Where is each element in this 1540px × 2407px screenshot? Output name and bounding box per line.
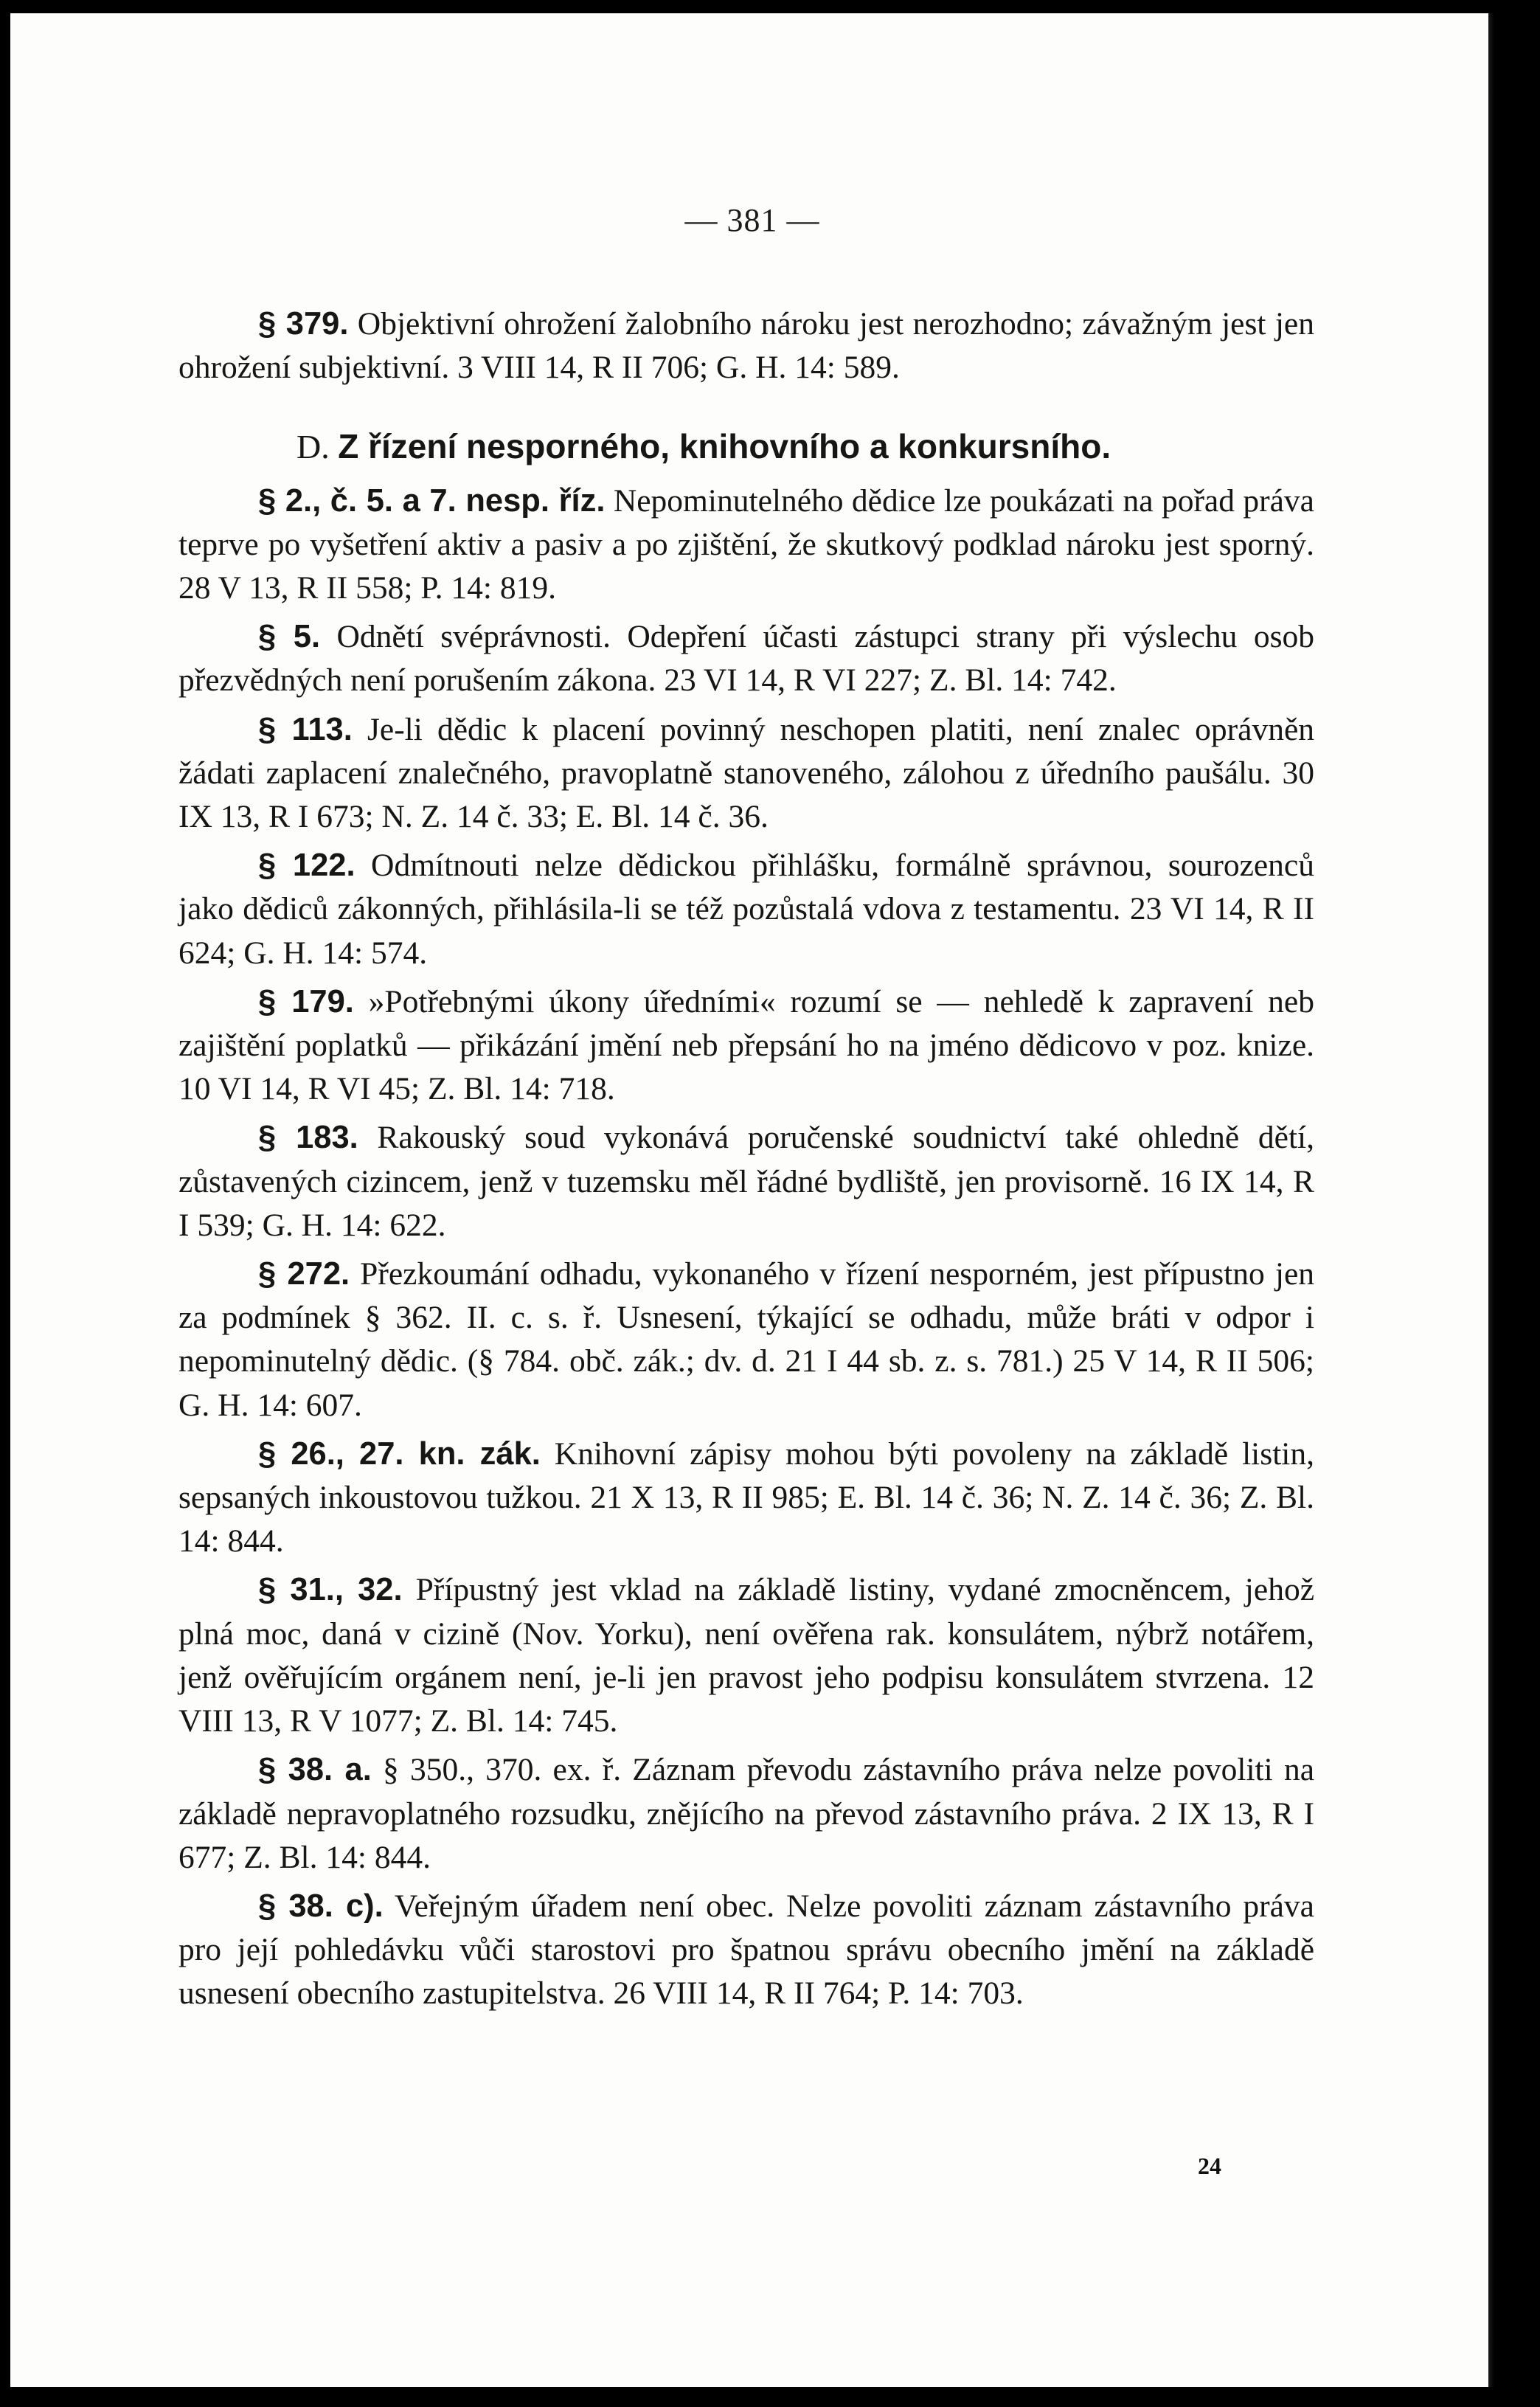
entry-31-32: [178, 1568, 1314, 1743]
entry-nesp-riz: [178, 479, 1314, 611]
page-number: — 381 —: [684, 202, 820, 238]
section-reference: § 183.: [258, 1120, 358, 1156]
entry-26-27: [178, 1433, 1314, 1564]
entry-183: [178, 1116, 1314, 1247]
section-reference: § 26., 27. kn. zák.: [258, 1435, 541, 1472]
section-reference: § 38. a.: [258, 1752, 372, 1788]
entry-text: Přípustný jest vklad na základě listiny, vydané zmocněncem, jehož plná moc, daná v cizině (Nov. Yorku), není ověřena rak. konsulátem, nýbrž notářem, jenž ověřujícím orgánem není, je-li jen pravost jeho podpisu konsulátem stvrzena. 12 VIII 13, R V 1077; Z. Bl. 14: 745.: [178, 1572, 1314, 1739]
section-reference: § 272.: [258, 1256, 350, 1292]
section-reference: § 379.: [258, 306, 349, 342]
entry-text: Rakouský soud vykonává poručenské soudnictví také ohledně dětí, zůstavených cizincem, jenž v tuzemsku měl řádné bydliště, jen provisorně. 16 IX 14, R I 539; G. H. 14: 622.: [178, 1120, 1314, 1243]
entry-38c: [178, 1885, 1314, 2016]
entry-text: »Potřebnými úkony úředními« rozumí se — nehledě k zapravení neb zajištění poplatků — přikázání jmění neb přepsání ho na jméno dědicovo v poz. knize. 10 VI 14, R VI 45; Z. Bl. 14: 718.: [178, 983, 1314, 1107]
entry-379: [178, 302, 1314, 389]
section-reference: § 179.: [258, 983, 354, 1019]
entry-text: Odnětí svéprávnosti. Odepření účasti zástupci strany při výslechu osob přezvědných není porušením zákona. 23 VI 14, R VI 227; Z. Bl. 14: 742.: [178, 619, 1315, 699]
entry-text: Knihovní zápisy mohou býti povoleny na základě listin, sepsaných inkoustovou tužkou. 21 X 13, R II 985; E. Bl. 14 č. 36; N. Z. 14 č. 36; Z. Bl. 14: 844.: [178, 1435, 1314, 1559]
entry-122: [178, 844, 1314, 975]
entry-179: [178, 980, 1314, 1112]
entry-5: [178, 615, 1314, 702]
section-reference: § 38. c).: [258, 1888, 384, 1924]
entry-text: Nepominutelného dědice lze poukázati na pořad práva teprve po vyšetření aktiv a pasiv a po zjištění, že skutkový podklad nároku jest sporný. 28 V 13, R II 558; P. 14: 819.: [178, 482, 1314, 606]
entry-38a: [178, 1748, 1314, 1880]
entry-text: § 350., 370. ex. ř. Záznam převodu zástavního práva nelze povoliti na základě nepravoplatného rozsudku, znějícího na převod zástavního práva. 2 IX 13, R I 677; Z. Bl. 14: 844.: [178, 1752, 1314, 1875]
entry-text: Veřejným úřadem není obec. Nelze povoliti záznam zástavního práva pro její pohledávku vůči starostovi pro špatnou správu obecního jmění na základě usnesení obecního zastupitelstva. 26 VIII 14, R II 764; P. 14: 703.: [178, 1888, 1314, 2012]
heading-prefix: D.: [296, 428, 339, 466]
entry-text: Objektivní ohrožení žalobního nároku jest nerozhodno; závažným jest jen ohrožení subjektivní. 3 VIII 14, R II 706; G. H. 14: 589.: [178, 306, 1314, 386]
section-reference: § 122.: [258, 848, 355, 884]
sheet-signature-number: 24: [1198, 2153, 1221, 2179]
entry-272: [178, 1253, 1314, 1427]
section-heading: [178, 425, 1314, 468]
entry-113: [178, 708, 1314, 839]
entry-text: Je-li dědic k placení povinný neschopen platiti, není znalec oprávněn žádati zaplacení znalečného, pravoplatně stanoveného, zálohou z úředního paušálu. 30 IX 13, R I 673; N. Z. 14 č. 33; E. Bl. 14 č. 36.: [178, 711, 1314, 835]
page-edge-shadow: [1488, 13, 1494, 2387]
book-page: [10, 13, 1494, 2387]
entry-text: Přezkoumání odhadu, vykonaného v řízení nesporném, jest přípustno jen za podmínek § 362. II. c. s. ř. Usnesení, týkající se odhadu, může bráti v odpor i nepominutelný dědic. (§ 784. obč. zák.; dv. d. 21 I 44 sb. z. s. 781.) 25 V 14, R II 506; G. H. 14: 607.: [178, 1256, 1314, 1423]
section-reference: § 31., 32.: [258, 1572, 403, 1608]
section-reference: § 2., č. 5. a 7. nesp. říz.: [258, 482, 606, 519]
section-reference: § 5.: [258, 619, 321, 655]
section-reference: § 113.: [258, 711, 353, 747]
page-body: [178, 302, 1314, 2021]
entry-text: Odmítnouti nelze dědickou přihlášku, formálně správnou, sourozenců jako dědiců zákonných, přihlásila-li se též pozůstalá vdova z testamentu. 23 VI 14, R II 624; G. H. 14: 574.: [178, 848, 1314, 971]
heading-title: Z řízení nesporného, knihovního a konkursního.: [338, 427, 1111, 466]
